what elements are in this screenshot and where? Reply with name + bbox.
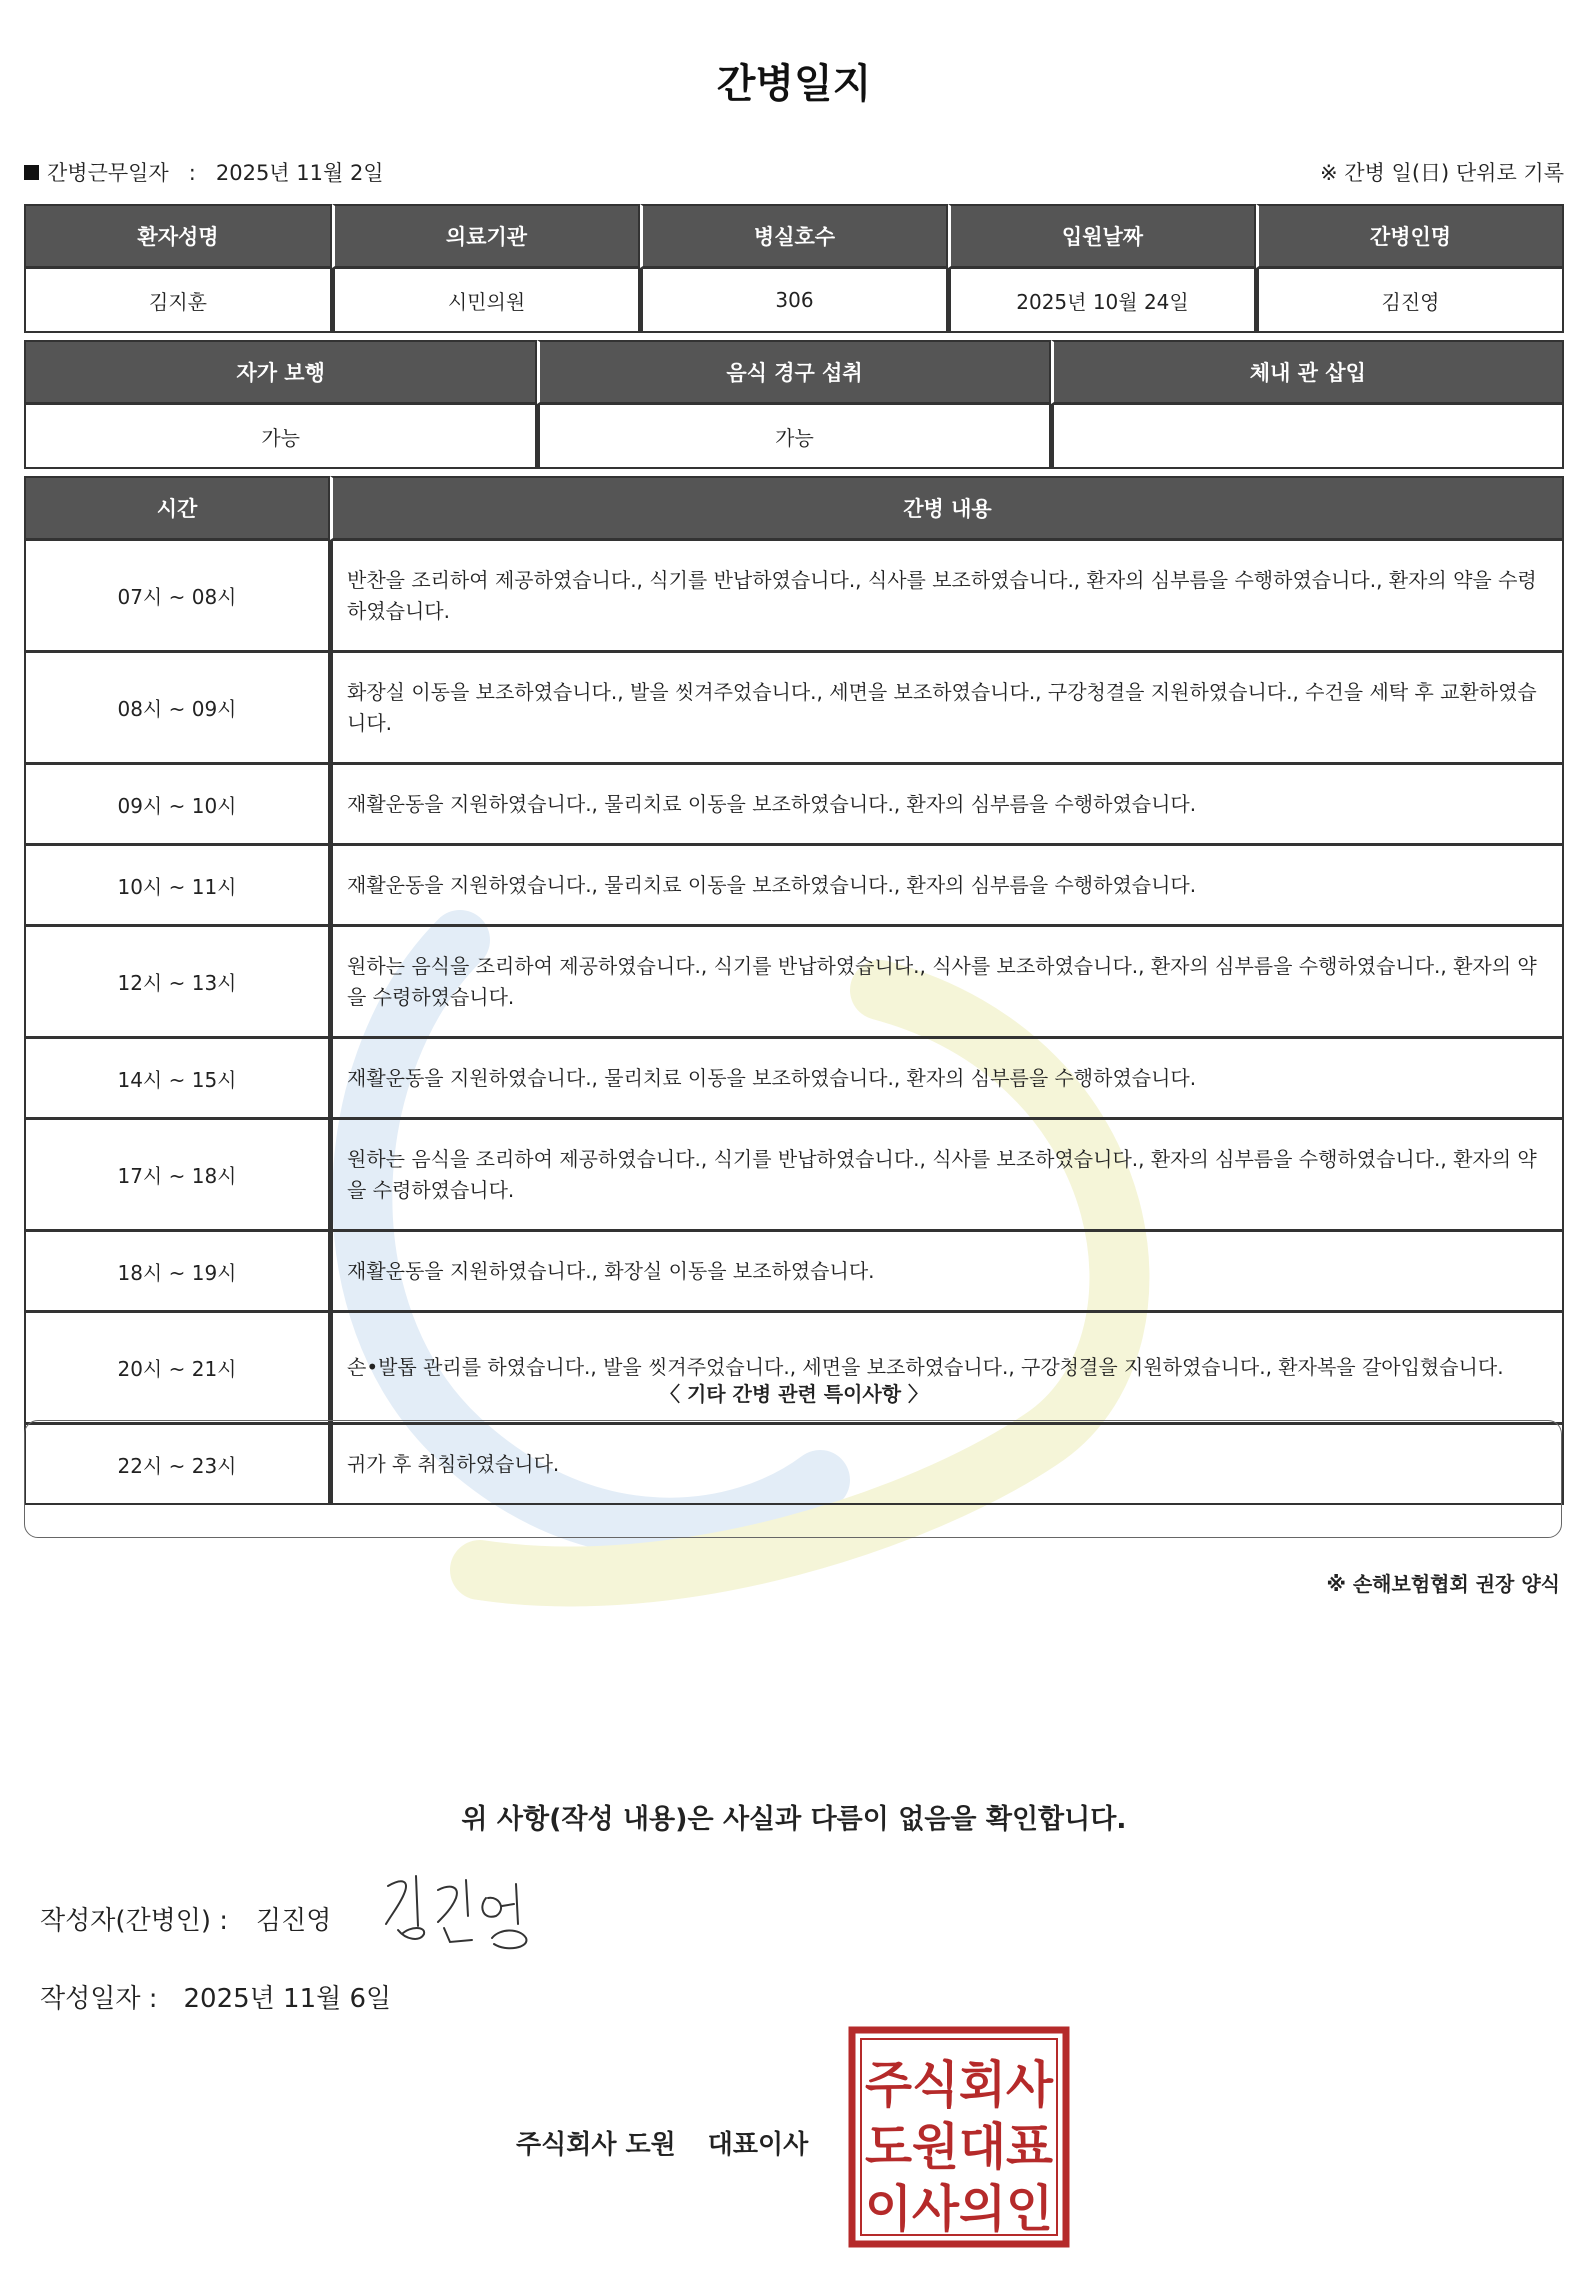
square-bullet-icon: [24, 165, 39, 180]
content-cell: 재활운동을 지원하였습니다., 물리치료 이동을 보조하였습니다., 환자의 심부름을 수행하였습니다.: [330, 764, 1564, 845]
table-row: [24, 1312, 1564, 1424]
content-cell: 원하는 음식을 조리하여 제공하였습니다., 식기를 반납하였습니다., 식사를 보조하였습니다., 환자의 심부름을 수행하였습니다., 환자의 약을 수령하였습니다.: [330, 926, 1564, 1038]
company-name: 주식회사 도원: [516, 2130, 676, 2160]
patient-value-row: [24, 268, 1564, 333]
table-row: [24, 845, 1564, 926]
writer-label: 작성자(간병인) :: [40, 1906, 229, 1936]
header-tube-insertion: 체내 관 삽입: [1051, 340, 1564, 404]
content-cell: 귀가 후 취침하였습니다.: [330, 1424, 1564, 1505]
content-cell: 재활운동을 지원하였습니다., 물리치료 이동을 보조하였습니다., 환자의 심부름을 수행하였습니다.: [330, 1038, 1564, 1119]
patient-name: 김지훈: [24, 268, 332, 333]
content-cell: 재활운동을 지원하였습니다., 화장실 이동을 보조하였습니다.: [330, 1231, 1564, 1312]
work-date-label: 간병근무일자: [47, 161, 169, 185]
table-row: [24, 764, 1564, 845]
patient-status-table: [24, 340, 1564, 469]
time-cell: 07시 ~ 08시: [24, 540, 330, 652]
time-cell: 08시 ~ 09시: [24, 652, 330, 764]
written-date-label: 작성일자 :: [40, 1984, 158, 2014]
time-cell: 09시 ~ 10시: [24, 764, 330, 845]
work-date-value: 2025년 11월 2일: [215, 161, 384, 185]
content-cell: 화장실 이동을 보조하였습니다., 발을 씻겨주었습니다., 세면을 보조하였습니다., 구강청결을 지원하였습니다., 수건을 세탁 후 교환하였습니다.: [330, 652, 1564, 764]
header-oral-intake: 음식 경구 섭취: [537, 340, 1050, 404]
time-cell: 14시 ~ 15시: [24, 1038, 330, 1119]
handwritten-signature: [380, 1868, 550, 1958]
notes-box[interactable]: [24, 1420, 1562, 1538]
company-line: [516, 2124, 808, 2161]
header-room: 병실호수: [640, 204, 948, 268]
oral-intake-value: 가능: [537, 404, 1050, 469]
table-row: [24, 1038, 1564, 1119]
seal-line-2: 도원대표: [865, 2118, 1054, 2176]
header-self-walking: 자가 보행: [24, 340, 537, 404]
recommend-note: ※ 손해보험협회 권장 양식: [1326, 1572, 1560, 1596]
header-admission-date: 입원날짜: [948, 204, 1256, 268]
content-cell: 반찬을 조리하여 제공하였습니다., 식기를 반납하였습니다., 식사를 보조하였습니다., 환자의 심부름을 수행하였습니다., 환자의 약을 수령하였습니다.: [330, 540, 1564, 652]
room-number: 306: [640, 268, 948, 333]
company-seal-stamp: [848, 2026, 1070, 2248]
table-row: [24, 926, 1564, 1038]
patient-header-row: [24, 204, 1564, 268]
table-row: [24, 1119, 1564, 1231]
work-date: [24, 157, 384, 187]
page-title: 간병일지: [716, 61, 872, 107]
written-date-line: [40, 1978, 391, 2015]
unit-note: ※ 간병 일(日) 단위로 기록: [1320, 161, 1564, 185]
written-date-value: 2025년 11월 6일: [183, 1984, 392, 2014]
time-cell: 17시 ~ 18시: [24, 1119, 330, 1231]
writer-line: [40, 1900, 331, 1937]
confirm-statement: 위 사항(작성 내용)은 사실과 다름이 없음을 확인합니다.: [461, 1804, 1127, 1835]
time-cell: 20시 ~ 21시: [24, 1312, 330, 1424]
header-patient-name: 환자성명: [24, 204, 332, 268]
notes-label: 〈 기타 간병 관련 특이사항 〉: [659, 1382, 928, 1406]
table-row: [24, 540, 1564, 652]
time-cell: 22시 ~ 23시: [24, 1424, 330, 1505]
header-care-content: 간병 내용: [330, 476, 1564, 540]
time-cell: 18시 ~ 19시: [24, 1231, 330, 1312]
content-cell: 재활운동을 지원하였습니다., 물리치료 이동을 보조하였습니다., 환자의 심부름을 수행하였습니다.: [330, 845, 1564, 926]
seal-line-3: 이사의인: [865, 2180, 1053, 2238]
seal-line-1: 주식회사: [865, 2056, 1054, 2114]
header-hospital: 의료기관: [332, 204, 640, 268]
header-time: 시간: [24, 476, 330, 540]
patient-info-table: [24, 204, 1564, 333]
tube-insertion-value: [1051, 404, 1564, 469]
writer-name: 김진영: [256, 1906, 332, 1936]
status-value-row: [24, 404, 1564, 469]
care-log-table: [24, 476, 1564, 1505]
time-cell: 12시 ~ 13시: [24, 926, 330, 1038]
status-header-row: [24, 340, 1564, 404]
admission-date: 2025년 10월 24일: [948, 268, 1256, 333]
content-cell: 원하는 음식을 조리하여 제공하였습니다., 식기를 반납하였습니다., 식사를 보조하였습니다., 환자의 심부름을 수행하였습니다., 환자의 약을 수령하였습니다.: [330, 1119, 1564, 1231]
self-walking-value: 가능: [24, 404, 537, 469]
hospital-name: 시민의원: [332, 268, 640, 333]
care-header-row: [24, 476, 1564, 540]
time-cell: 10시 ~ 11시: [24, 845, 330, 926]
work-date-separator: :: [188, 161, 196, 185]
header-caregiver: 간병인명: [1256, 204, 1564, 268]
table-row: [24, 1231, 1564, 1312]
content-cell: 손•발톱 관리를 하였습니다., 발을 씻겨주었습니다., 세면을 보조하였습니다., 구강청결을 지원하였습니다., 환자복을 갈아입혔습니다.: [330, 1312, 1564, 1424]
company-rep: 대표이사: [707, 2130, 809, 2160]
table-row: [24, 652, 1564, 764]
info-line: [24, 157, 1564, 187]
caregiver-name: 김진영: [1256, 268, 1564, 333]
